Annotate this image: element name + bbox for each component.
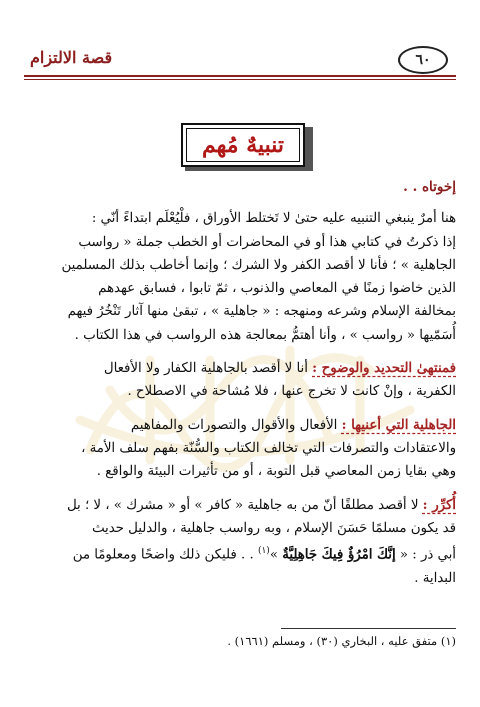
page-number: ٦٠ [398, 46, 448, 74]
definition-paragraph: الجاهلية التي أعنيها : الأفعال والأقوال والتصورات والمفاهيم والاعتقادات والتصرفات التي تخالف الكتاب والسُّنّة بفهم سلف الأمة ، وهي بقايا زمن المعاصي قبل التوبة ، أو من تأثيرات البيئة والواقع . [81, 417, 456, 480]
greeting: إخوتاه . . [403, 179, 456, 195]
footnote-ref: (١) [257, 546, 270, 557]
clarity-paragraph: فمنتهىٰ التحديد والوضوح : أنا لا أقصد بالجاهلية الكفار ولا الأفعال الكفرية ، وإنْ كانت لا تخرج عنها ، فلا مُشاحة في الاصطلاح . [103, 361, 456, 400]
footnote-rule [281, 628, 456, 629]
intro-paragraph: هنا أمرٌ ينبغي التنبيه عليه حتىٰ لا تَختلط الأوراق ، فلْيُعْلَم ابتداءً أنّي : إذا ذكرتُ في كتابي هذا أو في المحاضرات أو الخطب جملة « رواسب الجاهلية » ؛ فأنا لا أقصد الكفر ولا الشرك ؛ وإنما أخاطب بذلك المسلمين الذين خاضوا زمنًا في المعاصي والذنوب ، ثمّ تابوا ، فسابق عهدهم بمخالفة الإسلام وشرعه ومنهجه : « جاهلية » ، تبقىٰ منها آثار تَنْخُرُ فيهم أُسَمّيها « رواسب » ، وأنا أهتمُّ بمعالجة هذه الرواسب في هذا الكتاب . [61, 211, 456, 343]
page-header [24, 44, 456, 74]
hadith-quote: إنَّكَ امْرُؤٌ فِيكَ جَاهِلِيَّةٌ [282, 547, 396, 563]
footnote: (١) متفق عليه ، البخاري (٣٠) ، ومسلم (١٦٦١) . [227, 634, 456, 648]
body-text [20, 172, 456, 590]
repeat-paragraph: أُكرِّر : لا أقصد مطلقًا أنّ من به جاهلية « كافر » أو « مشرك » ، لا ؛ بل قد يكون مسلمًا حَسَنَ الإسلام ، وبه رواسب جاهلية ، والدليل حديث أبي ذر : « إنَّكَ امْرُؤٌ فِيكَ جَاهِلِيَّةٌ »$^{(١)}$ . . فليكن ذلك واضحًا ومعلومًا من البداية . [66, 497, 456, 586]
section-title: تنبيهٌ مُهم [201, 132, 285, 158]
running-title: قصة الالتزام [30, 48, 113, 67]
repeat-lead: أُكرِّر : [422, 497, 456, 513]
section-title-box [181, 123, 305, 167]
definition-lead: الجاهلية التي أعنيها : [341, 417, 456, 433]
header-rule [24, 75, 456, 77]
header-rule-thin [24, 79, 456, 80]
clarity-lead: فمنتهىٰ التحديد والوضوح : [312, 361, 456, 377]
